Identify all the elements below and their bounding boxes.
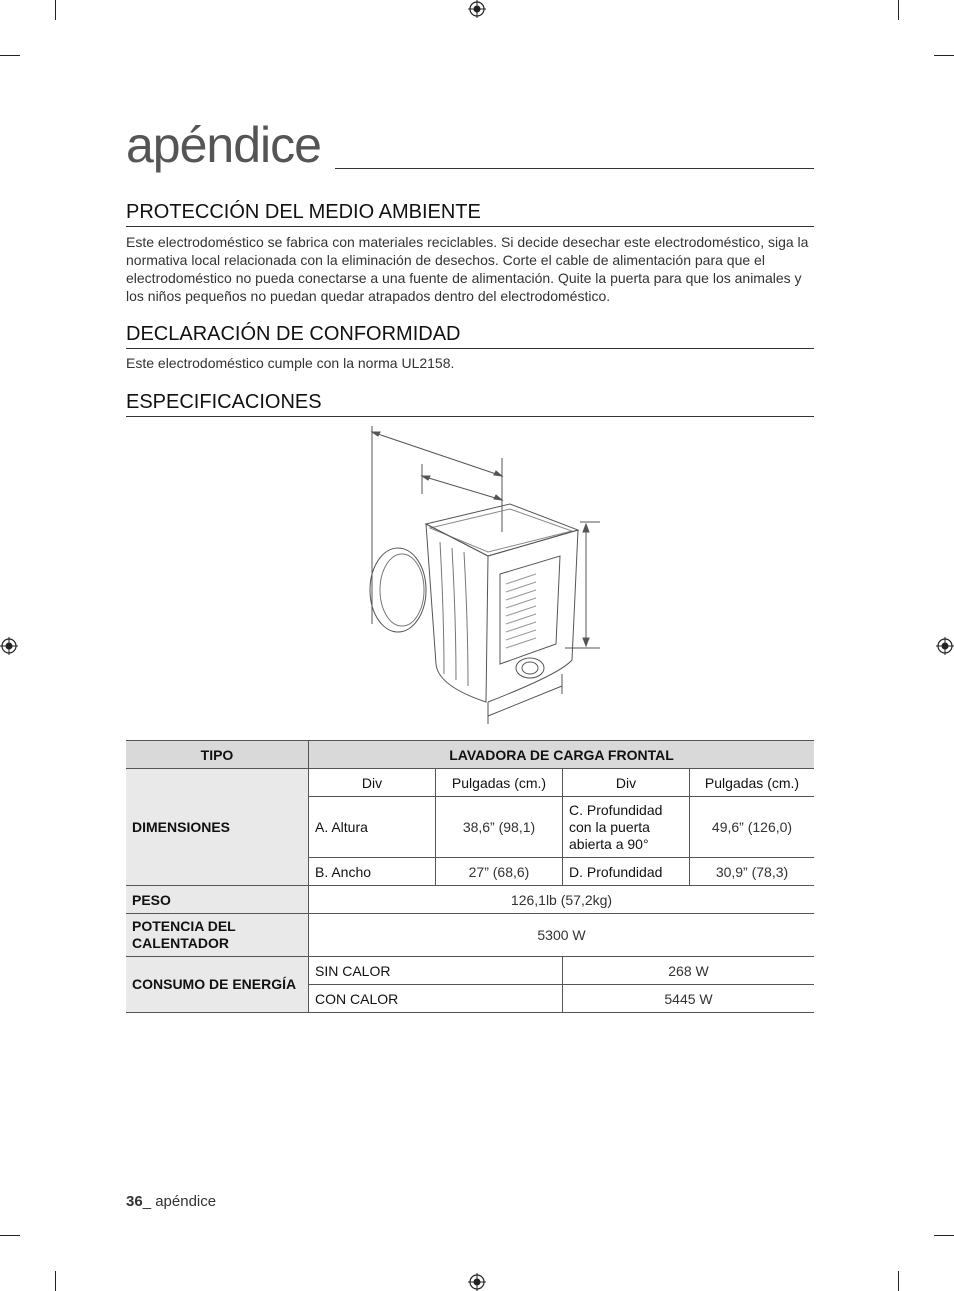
crop-mark [898,1271,899,1291]
registration-mark-icon [468,1273,486,1291]
row-label-weight: PESO [126,886,309,914]
heater-power-value: 5300 W [309,914,815,957]
crop-mark [55,1271,56,1291]
crop-mark [934,1235,954,1236]
page-title: apéndice [126,117,321,173]
col-div: Div [309,769,436,797]
dimension-c-label: C. Profundidad con la puerta abierta a 90° [563,797,690,858]
table-header-tipo: TIPO [126,741,309,769]
dimension-d-label: D. Profundidad [563,858,690,886]
table-row [126,886,814,914]
section-text-environment: Este electrodoméstico se fabrica con materiales reciclables. Si decide desechar este electrodoméstico, siga la normativa local relacionada con la eliminación de desechos. Corte el cable de alimentación para que el electrodoméstico no pueda conectarse a una fuente de alimentación. Quite la puerta para que los animales y los niños pequeños no puedan quedar atrapados dentro del electrodoméstico. [126,234,809,304]
registration-mark-icon [936,637,954,655]
col-units: Pulgadas (cm.) [436,769,563,797]
specifications-table [126,740,814,1013]
crop-mark [0,55,20,56]
energy-no-heat-label: SIN CALOR [309,957,563,985]
col-units: Pulgadas (cm.) [690,769,815,797]
page-number: 36 [126,1193,143,1210]
section-heading-environment: PROTECCIÓN DEL MEDIO AMBIENTE [126,202,814,227]
table-row [126,914,814,957]
energy-no-heat-value: 268 W [563,957,815,985]
row-label-dimensions: DIMENSIONES [126,769,309,886]
section-heading-conformity: DECLARACIÓN DE CONFORMIDAD [126,324,814,349]
table-row [126,957,814,985]
crop-mark [934,55,954,56]
dimension-b-label: B. Ancho [309,858,436,886]
registration-mark-icon [0,637,18,655]
dimension-d-value: 30,9” (78,3) [690,858,815,886]
dimension-b-value: 27” (68,6) [436,858,563,886]
table-row [126,741,814,769]
registration-mark-icon [468,0,486,18]
table-row [126,769,814,797]
energy-heat-label: CON CALOR [309,985,563,1013]
page-footer [126,1193,216,1210]
section-heading-specifications: ESPECIFICACIONES [126,392,814,417]
energy-heat-value: 5445 W [563,985,815,1013]
section-text-conformity: Este electrodoméstico cumple con la norma UL2158. [126,355,455,371]
dimension-c-value: 49,6” (126,0) [690,797,815,858]
row-label-energy: CONSUMO DE ENERGÍA [126,957,309,1013]
row-label-heater-power: POTENCIA DEL CALENTADOR [126,914,309,957]
table-header-type-value: LAVADORA DE CARGA FRONTAL [309,741,815,769]
weight-value: 126,1lb (57,2kg) [309,886,815,914]
crop-mark [55,0,56,20]
footer-text: _ apéndice [142,1193,217,1210]
crop-mark [0,1235,20,1236]
dimension-a-label: A. Altura [309,797,436,858]
dryer-dimension-diagram-icon [360,424,610,729]
title-rule [335,168,814,169]
crop-mark [898,0,899,20]
col-div: Div [563,769,690,797]
dimension-a-value: 38,6” (98,1) [436,797,563,858]
